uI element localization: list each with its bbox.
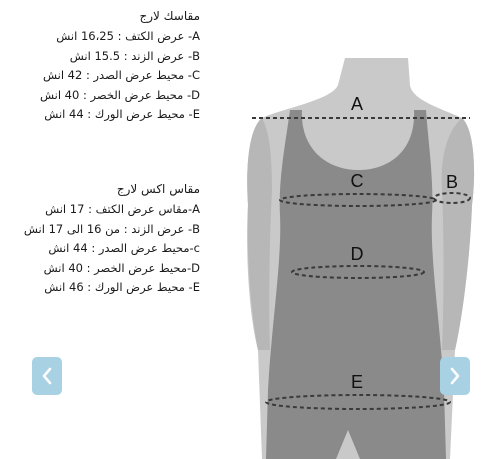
body-measurement-figure — [240, 50, 480, 459]
chevron-left-icon — [40, 366, 54, 386]
label-c: C — [350, 171, 364, 191]
large-arm-width: B- عرض الزند : 15.5 انش — [69, 48, 200, 63]
figure-right-arm — [442, 118, 474, 350]
xl-arm-width: B- عرض الزند : من 16 الى 17 انش — [23, 221, 200, 236]
large-hip: E- محيط عرض الورك : 44 انش — [44, 107, 200, 121]
xl-waist: D-محيط عرض الخصر : 40 انش — [43, 260, 200, 275]
size-xl-block — [20, 181, 200, 298]
size-large-title: مقاسك لارج — [139, 9, 200, 23]
next-image-button[interactable] — [440, 357, 470, 395]
xl-hip: E- محيط عرض الورك : 46 انش — [44, 280, 200, 294]
figure-left-arm — [247, 118, 272, 350]
xl-chest: c-محيط عرض الصدر : 44 انش — [48, 241, 200, 255]
prev-image-button[interactable] — [32, 357, 62, 395]
label-d: D — [350, 244, 364, 264]
chevron-right-icon — [448, 366, 462, 386]
label-a: A — [350, 94, 364, 114]
large-waist: D- محيط عرض الخصر : 40 انش — [39, 87, 200, 102]
size-large-block — [20, 8, 200, 125]
large-shoulder-width: A- عرض الكتف : 16،25 انش — [56, 29, 200, 43]
xl-shoulder-width: A-مقاس عرض الكتف : 17 انش — [45, 202, 200, 216]
size-xl-title: مقاس اكس لارج — [116, 182, 200, 196]
large-chest: C- محيط عرض الصدر : 42 انش — [42, 68, 200, 82]
label-e: E — [350, 372, 364, 392]
label-b: B — [445, 172, 459, 192]
